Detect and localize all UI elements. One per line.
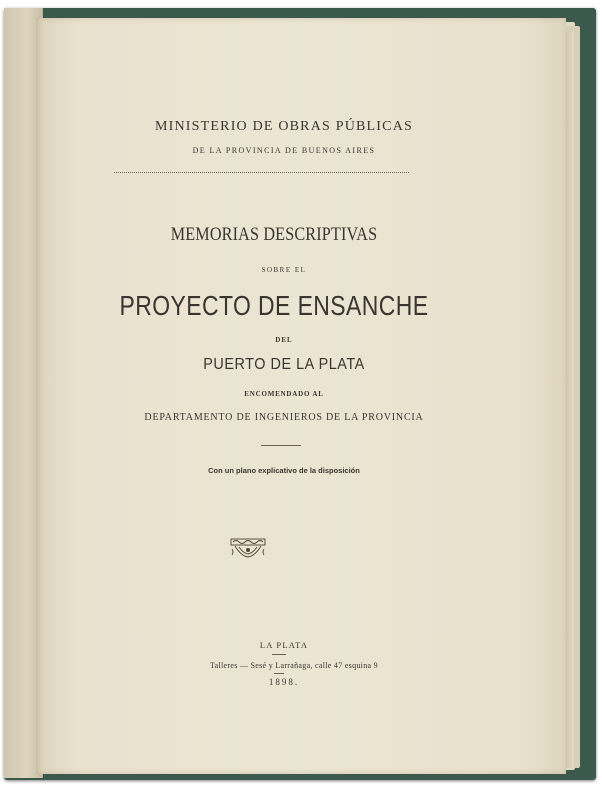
dotted-rule — [114, 172, 409, 173]
printer-line: Talleres — Sesé y Larrañaga, calle 47 esquina 9 — [210, 661, 378, 670]
del-label: DEL — [275, 336, 293, 344]
memorias-heading: MEMORIAS DESCRIPTIVAS — [170, 224, 378, 245]
province-subheading: DE LA PROVINCIA DE BUENOS AIRES — [192, 146, 376, 155]
short-rule-3 — [274, 673, 284, 674]
ministry-heading: MINISTERIO DE OBRAS PÚBLICAS — [154, 119, 413, 134]
title-page — [36, 18, 566, 774]
puerto-title: PUERTO DE LA PLATA — [203, 356, 365, 373]
printers-ornament-icon — [229, 537, 267, 559]
departamento-line: DEPARTAMENTO DE INGENIEROS DE LA PROVINCIA — [144, 412, 424, 423]
main-title: PROYECTO DE ENSANCHE — [119, 290, 429, 321]
publication-year: 1898. — [268, 677, 300, 687]
short-rule — [261, 445, 301, 446]
sobre-label: SOBRE EL — [261, 266, 307, 274]
short-rule-2 — [272, 654, 286, 655]
place-of-publication: LA PLATA — [259, 640, 309, 650]
page-edge — [566, 32, 574, 768]
encomendado-label: ENCOMENDADO AL — [244, 390, 324, 398]
plano-note: Con un plano explicativo de la disposición — [208, 466, 360, 475]
